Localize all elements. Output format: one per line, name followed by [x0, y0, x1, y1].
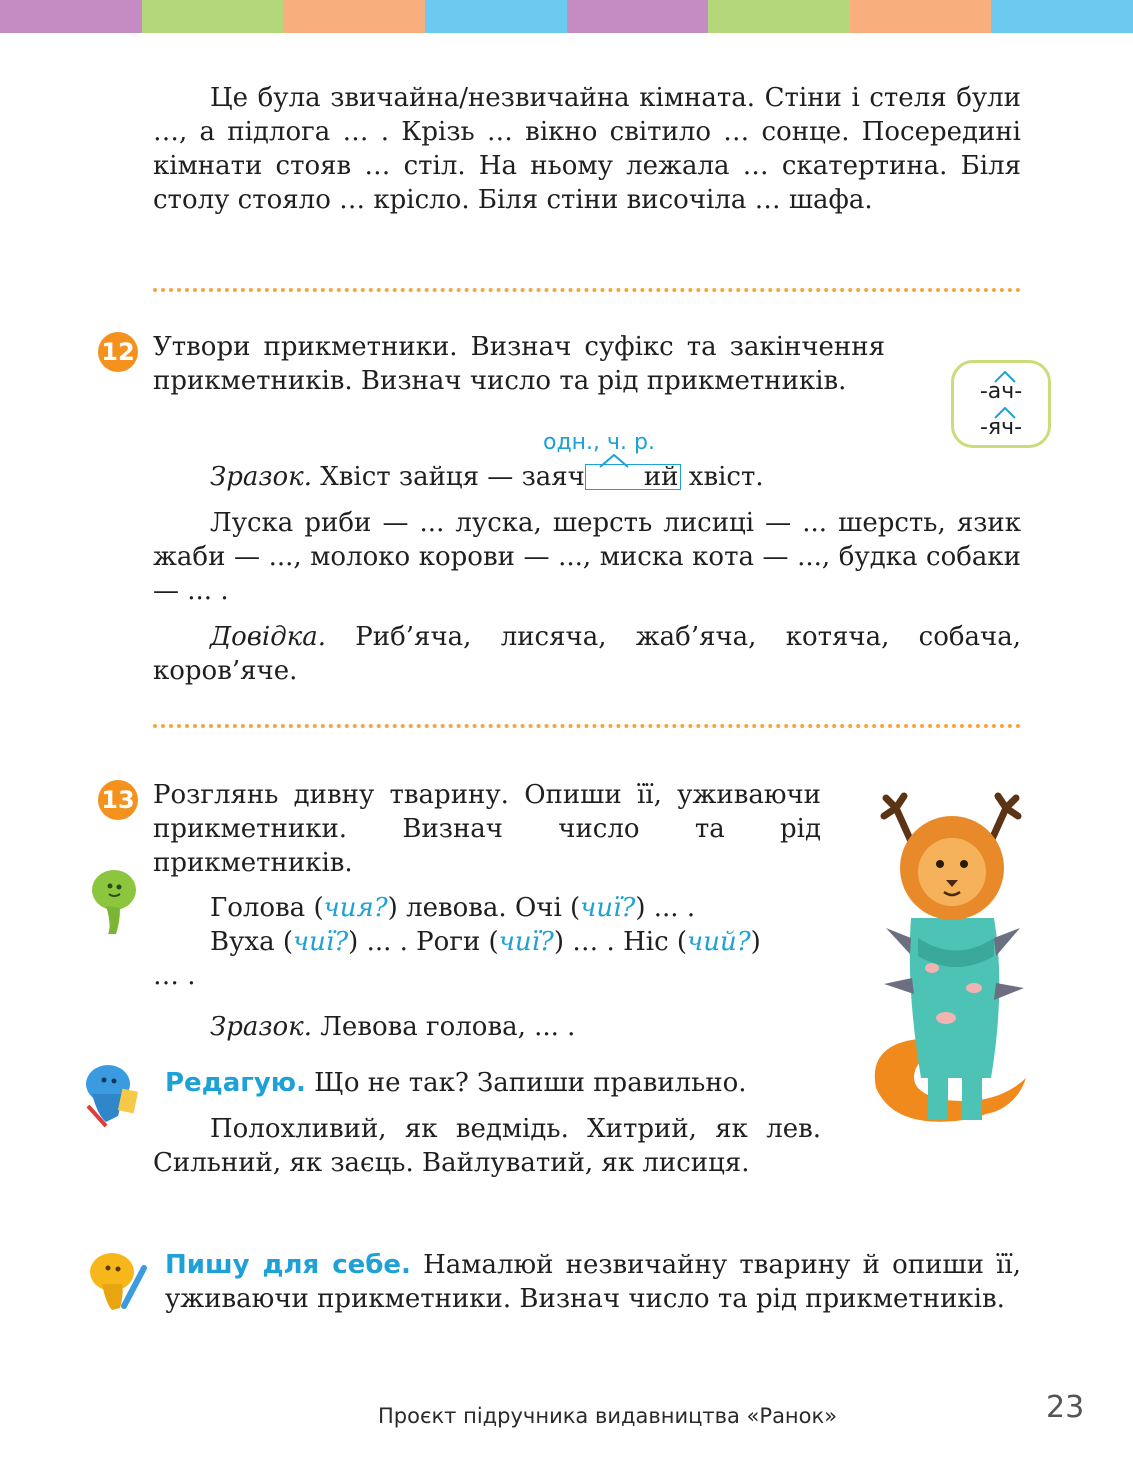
- dotted-divider: [153, 724, 1021, 728]
- text-part: Вуха (: [210, 927, 293, 957]
- reference-text: Риб’яча, лисяча, жаб’яча, котяча, собача, коров’яче.: [153, 622, 1021, 686]
- color-segment: [283, 0, 425, 33]
- task13-questions: [153, 891, 843, 993]
- reference-line: [153, 620, 1021, 688]
- task12-instruction-text: Утвори прикметники. Визнач суфікс та закінчення прикметників. Визнач число та рід прикметників.: [153, 332, 885, 396]
- task12-reference: [153, 620, 1021, 688]
- footer-caption: Проєкт підручника видавництва «Ранок»: [378, 1404, 838, 1428]
- sample-label: Зразок.: [210, 462, 312, 492]
- task12-instruction: [153, 330, 885, 398]
- task13-instruction: [153, 778, 821, 880]
- question-word: чий?: [687, 927, 751, 957]
- ending-box: ий: [585, 464, 681, 490]
- sample-text: Левова голова, ... .: [311, 1012, 576, 1042]
- task-number-badge: 12: [98, 332, 138, 372]
- color-segment: [142, 0, 284, 33]
- write-text-line: [165, 1248, 1021, 1316]
- sample-text-end: хвіст.: [680, 462, 764, 492]
- dotted-divider: [153, 288, 1021, 292]
- edit-heading: [165, 1066, 845, 1100]
- task12-sample: [153, 460, 1021, 494]
- question-word: чиї?: [498, 927, 554, 957]
- task12-exercise: [153, 506, 1021, 608]
- text-part: Голова (: [210, 893, 324, 923]
- color-segment: [425, 0, 567, 33]
- write-label: Пишу для себе.: [165, 1250, 411, 1280]
- write-text: Намалюй незвичайну тварину й опиши її, уживаючи прикметники. Визнач число та рід прикметників.: [165, 1250, 1021, 1314]
- edit-text: Полохливий, як ведмідь. Хитрий, як лев. Сильний, як заєць. Вайлуватий, як лисиця.: [153, 1114, 821, 1178]
- write-section: [165, 1248, 1021, 1316]
- edit-prompt: Що не так? Запиши правильно.: [305, 1068, 747, 1098]
- task-number-badge: 13: [98, 780, 138, 820]
- question-line-2: [153, 925, 843, 959]
- sample-line: [153, 1010, 843, 1044]
- text-part: ): [750, 927, 761, 957]
- question-line-1: [153, 891, 843, 925]
- page-number: 23: [1046, 1390, 1085, 1425]
- edit-label: Редагую.: [165, 1068, 306, 1098]
- yellow-pen-character-icon: [84, 1248, 148, 1314]
- color-segment: [991, 0, 1133, 33]
- question-word: чиї?: [292, 927, 349, 957]
- text-part: ) … . Ніс (: [553, 927, 688, 957]
- task13-sample: [153, 1010, 843, 1044]
- color-segment: [0, 0, 142, 33]
- text-part: ) ... .: [635, 893, 696, 923]
- edit-text-block: [153, 1112, 821, 1180]
- question-line-3: … .: [153, 961, 196, 991]
- question-word: чия?: [323, 893, 388, 923]
- text-part: ) левова. Очі (: [387, 893, 581, 923]
- suffix-ach: -ач-: [979, 379, 1023, 404]
- sample-label: Зразок.: [210, 1012, 312, 1042]
- grammar-marker: одн., ч. р.: [543, 430, 655, 455]
- color-segment: [567, 0, 709, 33]
- task13-instruction-text: Розглянь дивну тварину. Опиши її, уживаючи прикметники. Визнач число та рід прикметників.: [153, 780, 821, 878]
- question-word: чиї?: [580, 893, 636, 923]
- sample-text: Хвіст зайця — заяч: [311, 462, 585, 492]
- green-blob-character-icon: [86, 866, 142, 938]
- intro-text: Це була звичайна/незвичайна кімната. Стіни і стеля були …, а підлога … . Крізь … вікно світило … сонце. Посередині кімнати стояв … стіл. На ньому лежала … скатертина. Біля столу стояло … крісло. Біля стіни височіла … шафа.: [153, 83, 1021, 215]
- intro-paragraph: [153, 81, 1021, 217]
- lion-moose-fox-creature-illustration: [866, 788, 1036, 1133]
- suffix-yach: -яч-: [979, 415, 1023, 440]
- color-segment: [850, 0, 992, 33]
- color-segment: [708, 0, 850, 33]
- suffix-box: [951, 360, 1051, 448]
- reference-label: Довідка.: [210, 622, 327, 652]
- text-part: ) ... . Роги (: [348, 927, 499, 957]
- top-color-bar: [0, 0, 1133, 33]
- exercise-text: Луска риби — ... луска, шерсть лисиці — ... шерсть, язик жаби — ..., молоко корови — ..., миска кота — ..., будка собаки — ... .: [153, 508, 1021, 606]
- edit-section: [165, 1066, 845, 1100]
- blue-pencil-character-icon: [78, 1060, 144, 1130]
- sample-line: [153, 460, 1021, 494]
